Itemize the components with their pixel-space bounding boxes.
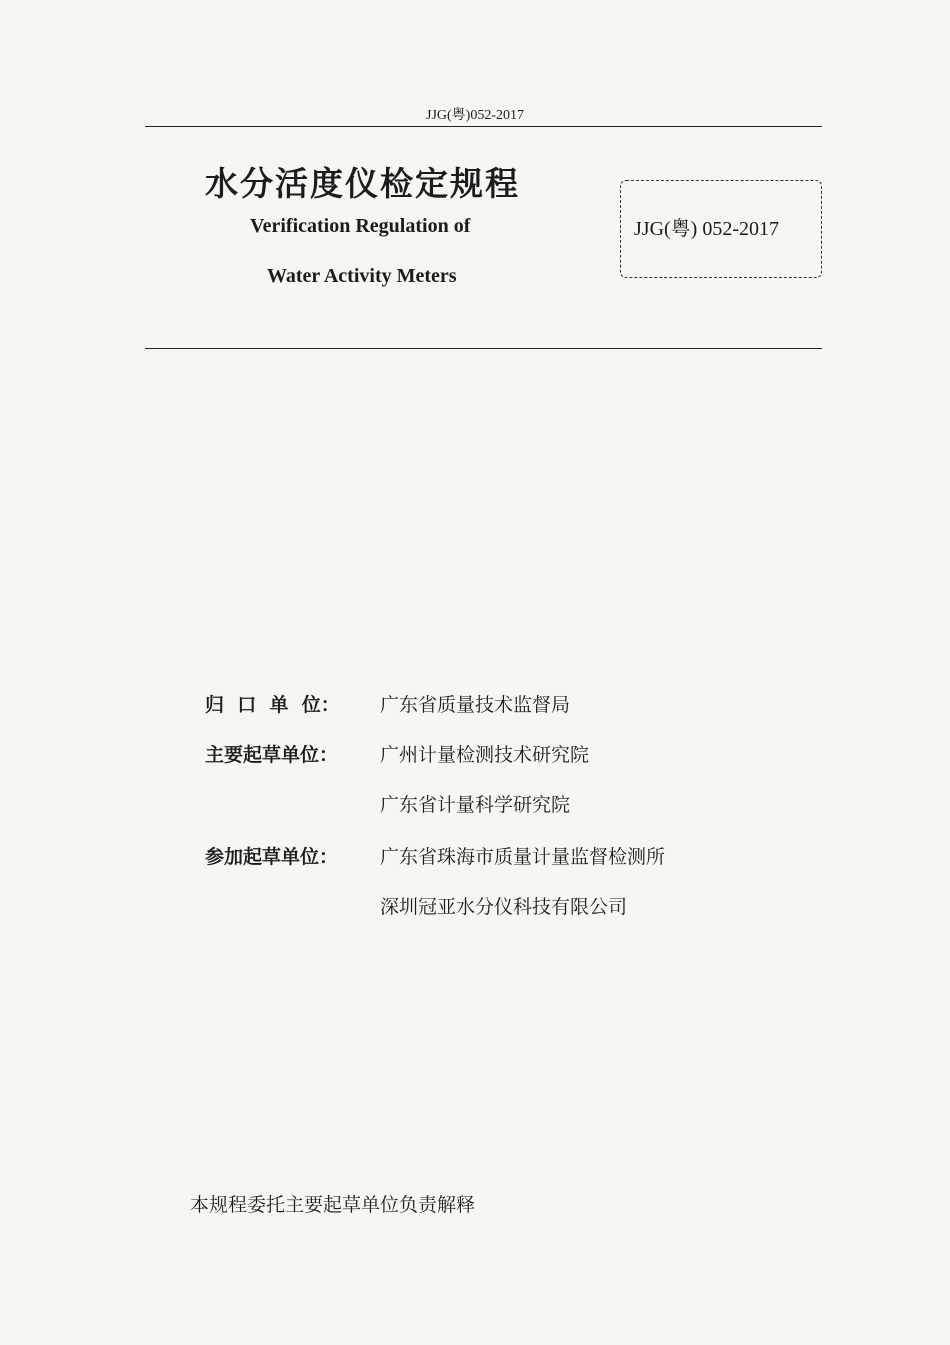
header-rule — [145, 126, 822, 127]
main-drafter-label: 主要起草单位： — [205, 744, 339, 766]
main-drafter-value-1: 广州计量检测技术研究院 — [380, 744, 590, 766]
main-drafter-value-2: 广东省计量科学研究院 — [380, 794, 571, 816]
regulation-code-box-text: JJG(粤) 052-2017 — [634, 218, 779, 240]
title-chinese: 水分活度仪检定规程 — [205, 164, 520, 203]
responsible-unit-label: 归 口 单 位： — [205, 694, 340, 716]
title-english-line-1: Verification Regulation of — [250, 215, 471, 237]
participating-drafter-label: 参加起草单位： — [205, 846, 339, 868]
header-regulation-code: JJG(粤)052-2017 — [426, 108, 524, 123]
responsible-unit-value: 广东省质量技术监督局 — [380, 694, 571, 716]
participating-drafter-value-2: 深圳冠亚水分仪科技有限公司 — [380, 896, 628, 918]
interpretation-note: 本规程委托主要起草单位负责解释 — [190, 1194, 476, 1216]
title-rule — [145, 348, 822, 349]
participating-drafter-value-1: 广东省珠海市质量计量监督检测所 — [380, 846, 666, 868]
title-english-line-2: Water Activity Meters — [267, 265, 457, 287]
